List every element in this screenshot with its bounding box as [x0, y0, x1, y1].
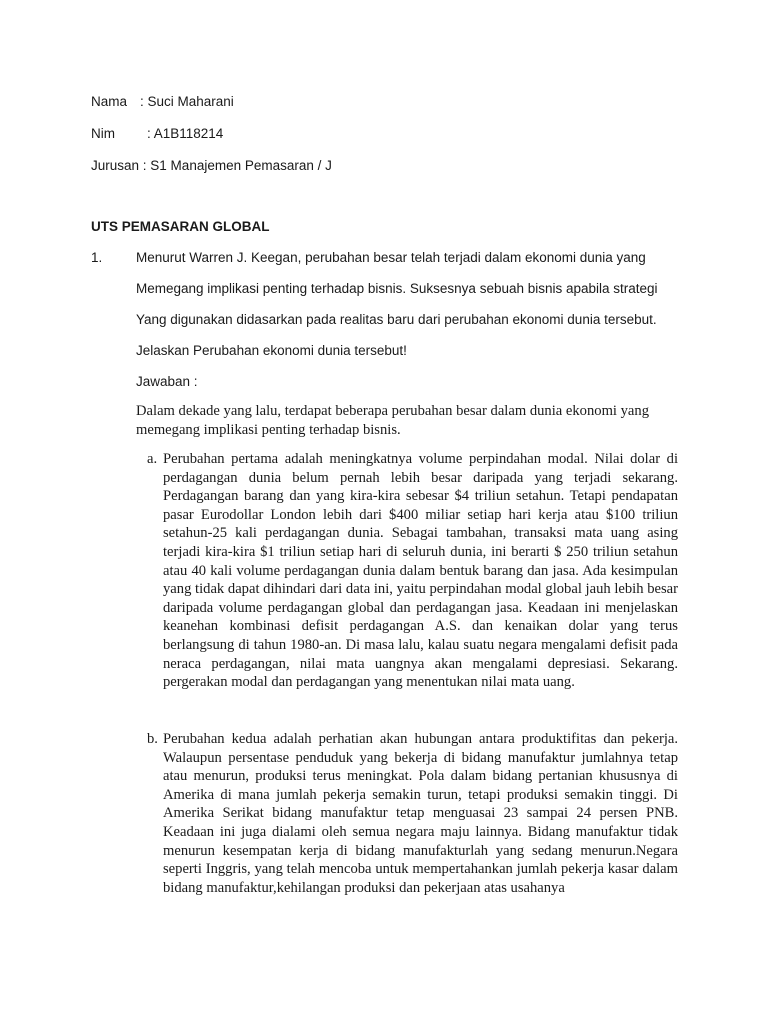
name-row — [91, 94, 234, 109]
jurusan-value: : S1 Manajemen Pemasaran / J — [142, 158, 332, 173]
question-number: 1. — [91, 250, 103, 265]
question-line: Memegang implikasi penting terhadap bisnis. Suksesnya sebuah bisnis apabila strategi — [136, 281, 658, 296]
list-item — [147, 730, 678, 897]
document-title: UTS PEMASARAN GLOBAL — [91, 219, 270, 234]
nim-label: Nim — [91, 126, 115, 141]
list-item-marker: a. — [147, 451, 158, 467]
list-item — [147, 450, 678, 692]
nim-row — [91, 126, 223, 141]
question-line: Yang digunakan didasarkan pada realitas baru dari perubahan ekonomi dunia tersebut. — [136, 312, 657, 327]
question-line: Menurut Warren J. Keegan, perubahan besar telah terjadi dalam ekonomi dunia yang — [136, 250, 646, 265]
jurusan-label: Jurusan — [91, 158, 140, 173]
list-item-text: Perubahan kedua adalah perhatian akan hubungan antara produktifitas dan pekerja. Walaupun persentase penduduk yang bekerja di bidang manufaktur jumlahnya tetap atau menurun, produksi terus meningkat. Pola dalam bidang pertanian khususnya di Amerika di mana jumlah pekerja semakin turun, tetapi produksi semakin tinggi. Di Amerika Serikat bidang manufaktur tetap menguasai 23 sampai 24 persen PNB. Keadaan ini juga dialami oleh semua negara maju lainnya. Bidang manufaktur tidak menurun kesempatan kerja di bidang manufakturlah yang sedang menurun.Negara seperti Inggris, yang telah mencoba untuk mempertahankan jumlah pekerja kasar dalam bidang manufaktur,kehilangan produksi dan pekerjaan atas usahanya — [163, 731, 678, 896]
list-item-text: Perubahan pertama adalah meningkatnya volume perpindahan modal. Nilai dolar di perdagangan dunia belum pernah lebih besar daripada yang terjadi sekarang. Perdagangan barang dan yang kira-kira sebesar $4 triliun setahun. Tetapi pendapatan pasar Eurodollar London lebih dari $400 miliar setiap hari kerja atau $100 triliun setahun-25 kali perdagangan dunia. Sebagai tambahan, transaksi mata uang asing terjadi kira-kira $1 triliun setiap hari di seluruh dunia, ini berarti $ 250 triliun setahun atau 40 kali volume perdagangan dunia dalam bentuk barang dan jasa. Ada kesimpulan yang tidak dapat dihindari dari data ini, yaitu perpindahan modal global jauh lebih besar daripada volume perdagangan global dan perdagangan jasa. Keadaan ini menjelaskan keanehan kombinasi defisit perdagangan A.S. dan kenaikan dolar yang terus berlangsung di tahun 1980-an. Di masa lalu, kalau suatu negara mengalami defisit pada neraca perdagangan, nilai mata uangnya akan mengalami depresiasi. Sekarang. pergerakan modal dan perdagangan yang menentukan nilai mata uang. — [163, 451, 678, 691]
answer-intro: Dalam dekade yang lalu, terdapat beberapa perubahan besar dalam dunia ekonomi yang memegang implikasi penting terhadap bisnis. — [136, 403, 649, 438]
name-value: : Suci Maharani — [140, 94, 234, 109]
name-label: Nama — [91, 94, 128, 109]
nim-value: : A1B118214 — [147, 126, 224, 141]
answer-label: Jawaban : — [136, 374, 198, 389]
jurusan-row — [91, 158, 332, 173]
list-item-marker: b. — [147, 731, 158, 747]
question-line: Jelaskan Perubahan ekonomi dunia tersebut! — [136, 343, 407, 358]
